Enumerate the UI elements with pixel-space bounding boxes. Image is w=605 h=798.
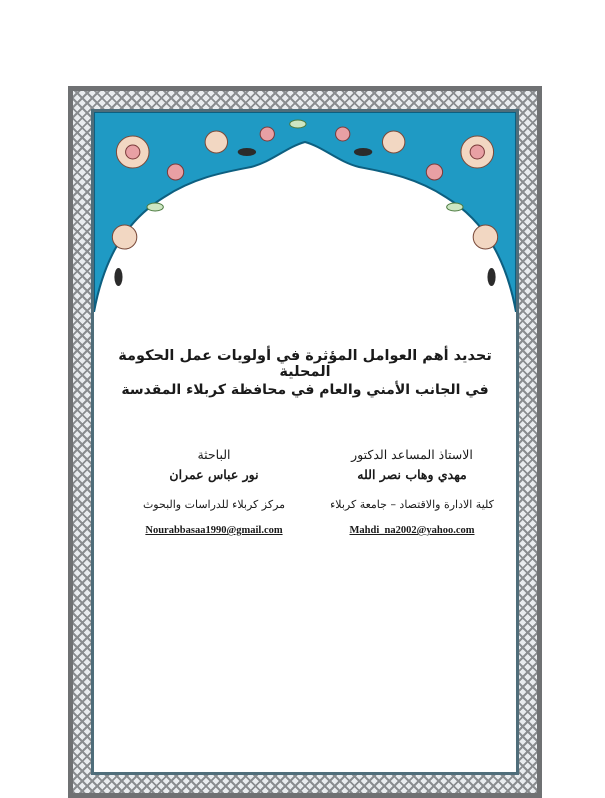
author-2-block [114, 445, 314, 537]
document-title-line-2: في الجانب الأمني والعام في محافظة كربلاء المقدسة [121, 382, 489, 398]
author-2-name: نور عباس عمران [169, 467, 259, 482]
document-title-line-1: تحديد أهم العوامل المؤثرة في أولويات عمل الحكومة المحلية [118, 348, 492, 380]
author-1-affiliation: كلية الادارة والاقتصاد – جامعة كربلاء [330, 498, 494, 511]
page-frame [68, 86, 542, 798]
arabesque-header-ornament [94, 112, 516, 312]
author-2-affiliation: مركز كربلاء للدراسات والبحوث [142, 498, 286, 511]
author-2-email-link[interactable]: Nourabbasaa1990@gmail.com [145, 525, 283, 536]
author-2-role: الباحثة [197, 447, 231, 462]
author-1-name: مهدي وهاب نصر الله [357, 467, 467, 482]
inner-rule [91, 109, 519, 775]
author-1-role: الاستاذ المساعد الدكتور [351, 447, 473, 462]
author-1-email-link[interactable]: Mahdi_na2002@yahoo.com [349, 525, 475, 536]
author-1-block [312, 445, 512, 537]
content-panel [94, 112, 516, 772]
